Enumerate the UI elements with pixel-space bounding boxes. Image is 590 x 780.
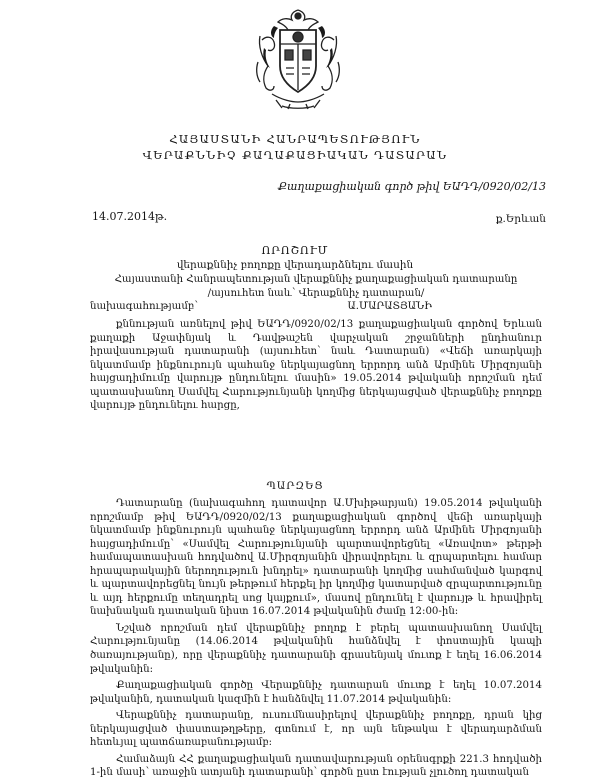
presiding-label: նախագահությամբ՝ — [90, 301, 198, 313]
intro-paragraph: քննության առնելով թիվ ԵԱԴԴ/0920/02/13 քաղաքացիական գործով Երևան քաղաքի Աջափնյակ և Դավթաշեն վարչական շրջանների ընդհանուր իրավասության դատարանի (այսուհետ՝ նաև Դատարան) «Վեճի առարկայի նկատմամբ ինքնուրույն պահանջ ներկայացնող երրորդ անձ Արմինե Միրզոյանի հայցադիմումը վարույթ ընդունելու մասին» 19.05.2014 թվականի որոշման դեմ պատասխանող Սամվել Հարությունյանի կողմից ներկայացված վերաքննիչ բողոքը վարույթ ընդունելու հարցը, — [90, 319, 542, 412]
decision-city: ք.Երևան — [495, 213, 546, 225]
court-composition — [90, 273, 542, 314]
section-title: ՊԱՐԶԵՑ — [266, 480, 324, 492]
findings-paragraph-2: Նշված որոշման դեմ վերաքննիչ բողոք է բերել պատասխանող Սամվել Հարությունյանը (14.06.2014 թվականին հանձնվել է փոստային կապի ծառայությանը), որը վերաքննիչ դատարանի գրասենյակ մուտք է եղել 16.06.2014 թվականին: — [90, 622, 542, 675]
findings-paragraph-3: Քաղաքացիական գործը Վերաքննիչ դատարան մուտք է եղել 10.07.2014 թվականին, դատական կազմին է հանձնվել 11.07.2014 թվականին: — [90, 680, 542, 705]
findings-block — [90, 497, 542, 780]
findings-paragraph-4: Վերաքննիչ դատարանը, ուսումնասիրելով վերաքննիչ բողոքը, դրան կից ներկայացված փաստաթղթերը, գտնում է, որ այն ենթակա է վերադարձման հետևյալ պատճառաբանությամբ: — [90, 710, 542, 749]
case-number: Քաղաքացիական գործ թիվ ԵԱԴԴ/0920/02/13 — [277, 180, 546, 193]
findings-paragraph-5: Համաձայն ՀՀ քաղաքացիական դատավարության օրենսգրքի 221.3 հոդվածի 1-ին մասի՝ առաջին ատյանի դատարանի՝ գործն ըստ էության չլուծող դատական — [90, 753, 542, 779]
court-country-heading: ՀԱՅԱՍՏԱՆԻ ՀԱՆՐԱՊԵՏՈՒԹՅՈՒՆ — [169, 132, 421, 146]
decision-date: 14.07.2014թ. — [92, 210, 168, 223]
court-name-heading: ՎԵՐԱՔՆՆԻՉ ՔԱՂԱՔԱՑԻԱԿԱՆ ԴԱՏԱՐԱՆ — [142, 148, 448, 162]
presiding-judge: Ա.ՄԱՐԱՏՅԱՆԻ — [347, 301, 432, 313]
decision-subtitle: վերաքննիչ բողոքը վերադարձնելու մասին — [176, 259, 414, 271]
intro-block — [90, 318, 542, 413]
coat-of-arms-emblem — [252, 6, 344, 110]
composition-line-alias: /այսուհետ նաև՝ Վերաքննիչ դատարան/ — [207, 287, 425, 299]
findings-paragraph-1: Դատարանը (նախագահող դատավոր Ա.Մխիթարյան) 19.05.2014 թվականի որոշմամբ թիվ ԵԱԴԴ/0920/02/13 քաղաքացիական գործով վեճի առարկայի նկատմամբ ինքնուրույն պահանջ ներկայացնող երրորդ անձ Արմինե Միրզոյանի հայցադիմումը՝ «Սամվել Հարությունյանի պարտավորեցնել «Առավոտ» թերթի համապատասխան հոդվածով Ա.Միրզոյանին վիրավորելու և զրպարտելու համար հրապարակային ներողություն խնդրել» դատարանի կողմից սահմանված կարգով և պարտավորեցնել նույն թերթում հերքել իր կողմից կատարված զրպարտությունը և այդ հերքումը տեղադրել սոց կայքում», մասով ընդունել է վարույթ և հրավիրել նախնական դատական նիստ 16.07.2014 թվականին ժամը 12:00-ին: — [90, 498, 542, 618]
decision-title: ՈՐՈՇՈՒՄ — [261, 244, 329, 257]
composition-line-presiding — [90, 300, 542, 314]
composition-line-court: Հայաստանի Հանրապետության վերաքննիչ քաղաքացիական դատարանը — [114, 274, 518, 285]
